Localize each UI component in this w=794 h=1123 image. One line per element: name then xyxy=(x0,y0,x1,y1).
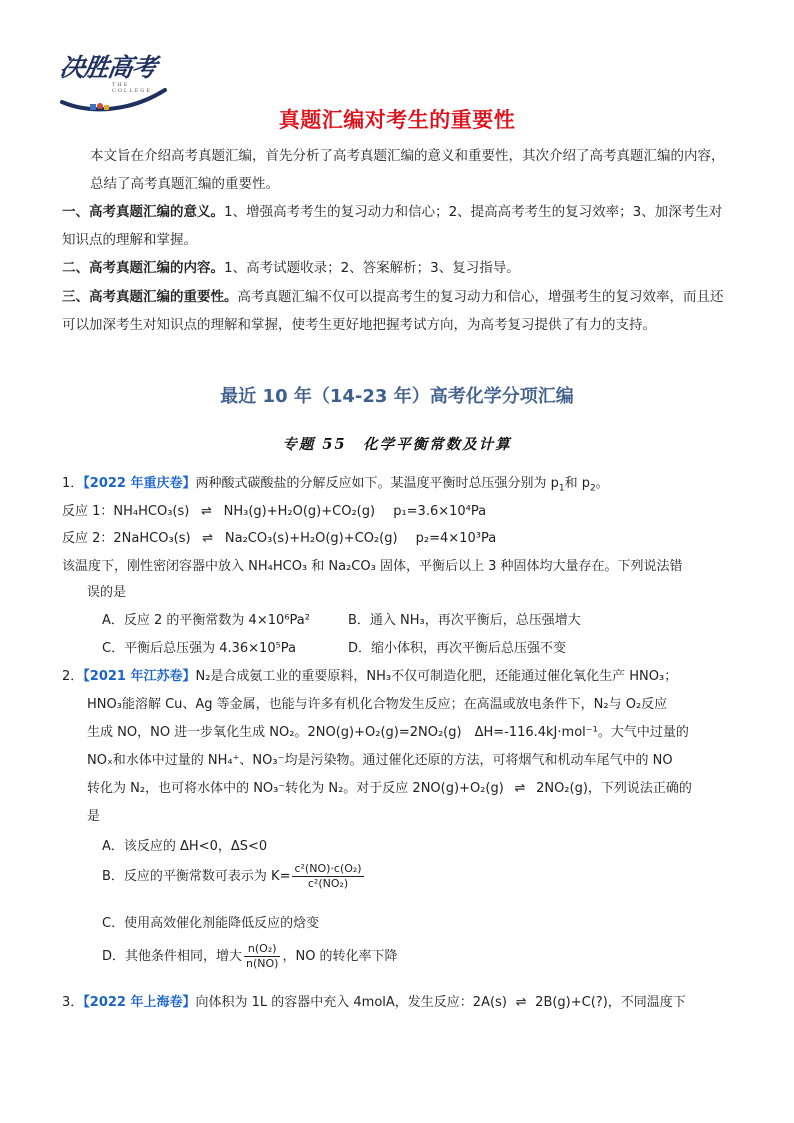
q1-stem-end: 。 xyxy=(595,476,609,491)
q2-line-4: NOₓ和水体中过量的 NH₄⁺、NO₃⁻均是污染物。通过催化还原的方法，可将烟气和机动车尾气中的 NO xyxy=(87,753,673,768)
q2-option-a: A．该反应的 ΔH<0，ΔS<0 xyxy=(102,839,268,854)
fraction-numerator: n(O₂) xyxy=(244,942,280,957)
q2-number: 2． xyxy=(62,669,84,684)
intro-paragraph xyxy=(62,142,732,198)
q1-option-b: B．通入 NH₃，再次平衡后，总压强增大 xyxy=(348,613,581,628)
q2-option-c: C．使用高效催化剂能降低反应的焓变 xyxy=(102,916,320,931)
q1-option-c: C．平衡后总压强为 4.36×10⁵Pa xyxy=(102,641,297,656)
q3-number: 3． xyxy=(62,995,84,1010)
q1-r1-label: 反应 1： xyxy=(62,504,114,519)
q1-sub2: 2 xyxy=(590,483,596,494)
q1-option-a: A．反应 2 的平衡常数为 4×10⁶Pa² xyxy=(102,613,310,628)
intro-text: 本文旨在介绍高考真题汇编，首先分析了高考真题汇编的意义和重要性，其次介绍了高考真题汇编的内容，总结了高考真题汇编的重要性。 xyxy=(90,148,725,192)
topic-title: 专题 55 化学平衡常数及计算 xyxy=(282,436,512,453)
q3-source: 【2022 年上海卷】 xyxy=(83,995,196,1010)
q2-line-6: 是 xyxy=(87,809,101,824)
q1-body-a: 该温度下，刚性密闭容器中放入 NH₄HCO₃ 和 Na₂CO₃ 固体，平衡后以上 3 种固体均大量存在。下列说法错 xyxy=(62,559,683,574)
q1-sub1: 1 xyxy=(558,483,565,494)
equilibrium-arrow-icon: ⇌ xyxy=(515,995,527,1010)
q1-r2-products: Na₂CO₃(s)+H₂O(g)+CO₂(g) xyxy=(224,531,398,546)
q1-option-d: D．缩小体积，再次平衡后总压强不变 xyxy=(348,641,567,656)
q1-stem-mid: 和 p xyxy=(564,476,591,491)
equilibrium-arrow-icon: ⇌ xyxy=(202,531,214,546)
q1-body-b: 误的是 xyxy=(87,585,127,600)
q2-line-5b: 2NO₂(g)，下列说法正确的 xyxy=(536,781,692,796)
logo-text: 决胜高考 xyxy=(57,53,158,82)
q2-option-b xyxy=(102,862,366,891)
section-1-heading: 一、高考真题汇编的意义。 xyxy=(62,204,224,220)
q1-r2-pressure: p₂=4×10³Pa xyxy=(415,531,497,546)
q1-stem-text: 两种酸式碳酸盐的分解反应如下。某温度平衡时总压强分别为 p xyxy=(195,476,559,491)
q2-line-2: HNO₃能溶解 Cu、Ag 等金属，也能与许多有机化合物发生反应；在高温或放电条件下，N₂与 O₂反应 xyxy=(87,697,668,712)
q2-option-d xyxy=(102,942,398,971)
section-1 xyxy=(62,198,732,254)
section-2 xyxy=(62,254,732,282)
q3-stem-text: 向体积为 1L 的容器中充入 4molA，发生反应：2A(s) xyxy=(195,995,507,1010)
equilibrium-arrow-icon: ⇌ xyxy=(514,781,526,796)
q2-source: 【2021 年江苏卷】 xyxy=(83,669,196,684)
q1-reaction-2 xyxy=(62,527,496,546)
section-1-body: 1、增强高考考生的复习动力和信心；2、提高高考考生的复习效率；3、加深考生对知识点的理解和掌握。 xyxy=(62,204,723,248)
q1-r2-label: 反应 2： xyxy=(62,531,114,546)
q3-stem xyxy=(62,991,686,1010)
q1-reaction-1 xyxy=(62,500,486,519)
page-title: 真题汇编对考生的重要性 xyxy=(278,108,516,132)
q2-option-d-fraction xyxy=(244,942,280,971)
section-2-heading: 二、高考真题汇编的内容。 xyxy=(62,260,224,276)
q1-r1-pressure: p₁=3.6×10⁴Pa xyxy=(393,504,487,519)
q2-option-d-text: D．其他条件相同，增大 xyxy=(102,949,243,964)
q2-option-b-text: B．反应的平衡常数可表示为 K= xyxy=(102,869,291,884)
q1-r1-reactant: NH₄HCO₃(s) xyxy=(113,504,190,519)
section-3 xyxy=(62,283,732,339)
q1-r1-products: NH₃(g)+H₂O(g)+CO₂(g) xyxy=(223,504,376,519)
section-3-heading: 三、高考真题汇编的重要性。 xyxy=(62,289,238,305)
q1-source: 【2022 年重庆卷】 xyxy=(83,476,196,491)
q2-line-1 xyxy=(62,665,677,684)
q1-stem xyxy=(62,472,609,494)
q2-line-5 xyxy=(87,777,692,796)
q2-line-1-text: N₂是合成氨工业的重要原料，NH₃不仅可制造化肥，还能通过催化氧化生产 HNO₃； xyxy=(195,669,678,684)
q2-option-b-fraction xyxy=(292,862,363,891)
q2-line-5a: 转化为 N₂，也可将水体中的 NO₃⁻转化为 N₂。对于反应 2NO(g)+O₂(g) xyxy=(87,781,504,796)
section-2-body: 1、高考试题收录；2、答案解析；3、复习指导。 xyxy=(224,260,520,276)
fraction-denominator: n(NO) xyxy=(246,957,279,970)
section-3-body: 高考真题汇编不仅可以提高考生的复习动力和信心，增强考生的复习效率，而且还可以加深考生对知识点的理解和掌握，使考生更好地把握考试方向，为高考复习提供了有力的支持。 xyxy=(62,289,724,333)
q1-number: 1． xyxy=(62,476,84,491)
collection-title: 最近 10 年（14-23 年）高考化学分项汇编 xyxy=(220,386,574,407)
q3-stem-post: 2B(g)+C(?)，不同温度下 xyxy=(535,995,686,1010)
equilibrium-arrow-icon: ⇌ xyxy=(201,504,212,519)
q2-line-3: 生成 NO，NO 进一步氧化生成 NO₂。2NO(g)+O₂(g)=2NO₂(g) ΔH=-116.4kJ·mol⁻¹。大气中过量的 xyxy=(87,725,689,740)
q1-r2-reactant: 2NaHCO₃(s) xyxy=(113,531,191,546)
logo-subtext: THE COLLEGE xyxy=(112,82,152,94)
fraction-numerator: c²(NO)·c(O₂) xyxy=(294,862,362,875)
q2-option-d-tail: ，NO 的转化率下降 xyxy=(282,949,398,964)
fraction-denominator: c²(NO₂) xyxy=(307,877,349,890)
